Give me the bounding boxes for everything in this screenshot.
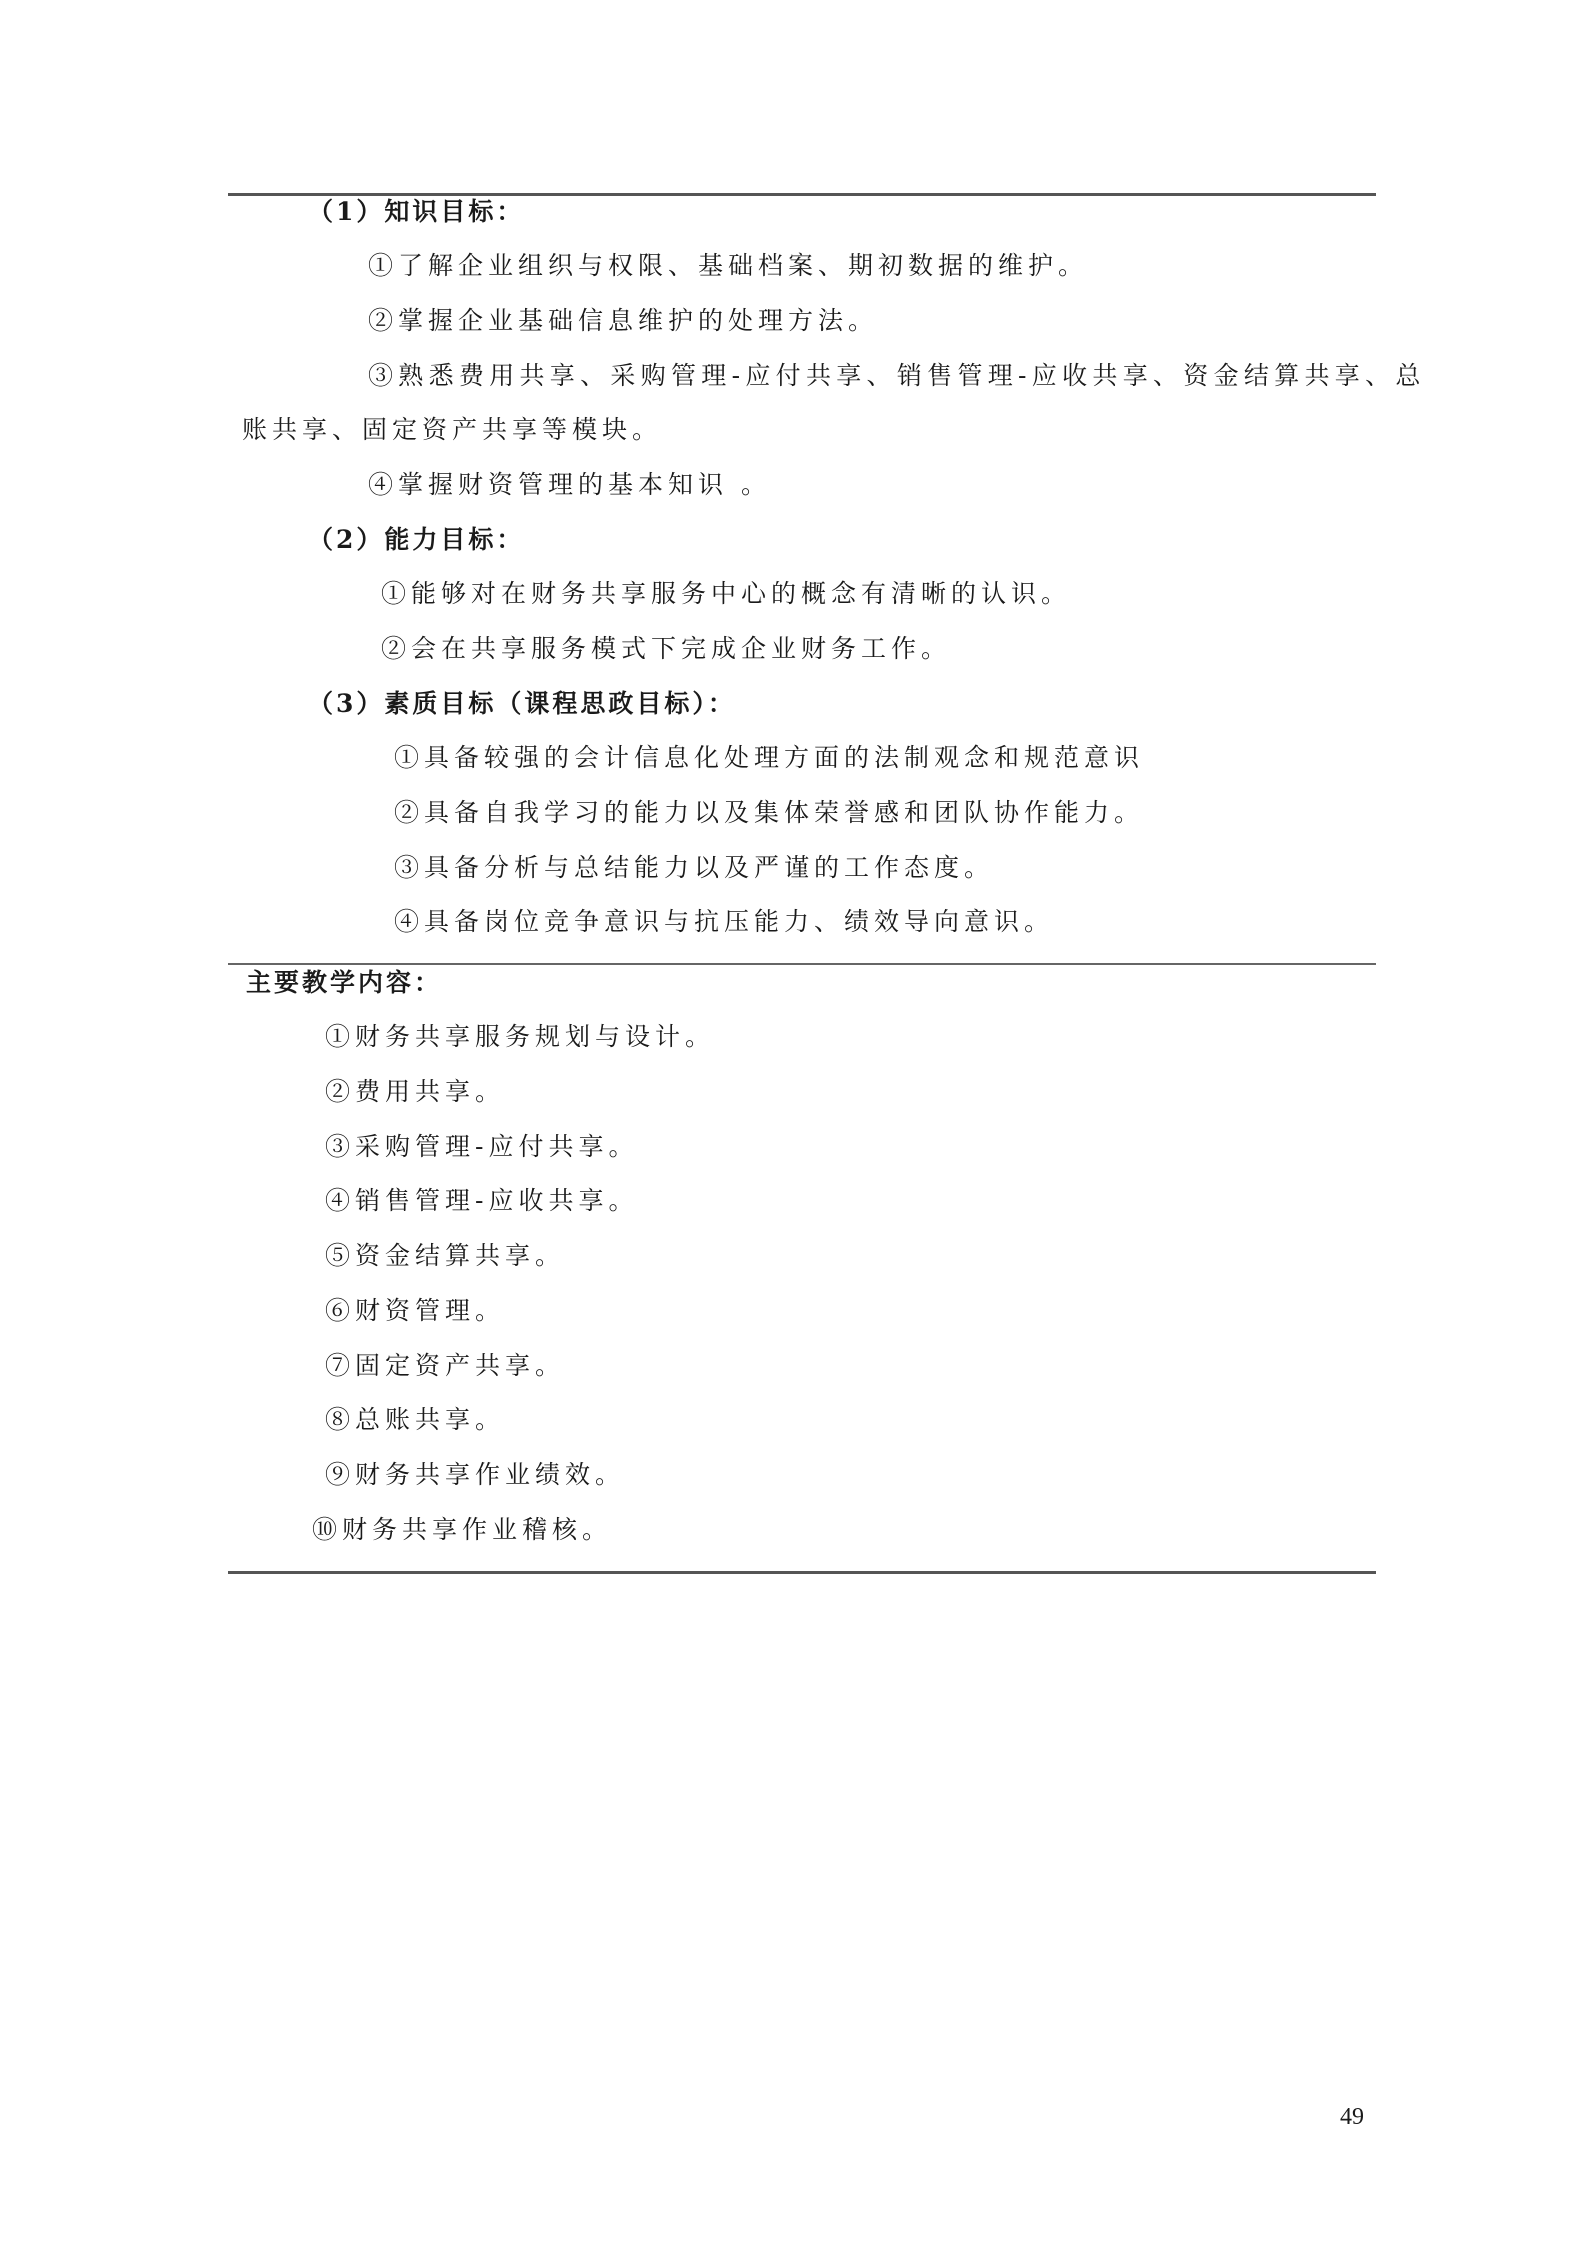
content-item-7: ⑦固定资产共享。 bbox=[325, 1351, 566, 1380]
content-item-10: ⑩财务共享作业稽核。 bbox=[312, 1515, 613, 1544]
quality-item-3: ③具备分析与总结能力以及严谨的工作态度。 bbox=[394, 853, 995, 882]
content-item-5: ⑤资金结算共享。 bbox=[325, 1241, 566, 1270]
knowledge-objectives-heading: （1）知识目标： bbox=[308, 197, 525, 226]
content-item-9: ⑨财务共享作业绩效。 bbox=[325, 1460, 626, 1489]
knowledge-item-3: ③熟悉费用共享、采购管理-应付共享、销售管理-应收共享、资金结算共享、总 bbox=[368, 361, 1426, 390]
course-table bbox=[228, 193, 1426, 1575]
quality-item-1: ①具备较强的会计信息化处理方面的法制观念和规范意识 bbox=[394, 743, 1145, 772]
knowledge-item-2: ②掌握企业基础信息维护的处理方法。 bbox=[368, 306, 879, 335]
knowledge-item-3-continued: 账共享、固定资产共享等模块。 bbox=[242, 415, 663, 444]
content-item-2: ②费用共享。 bbox=[325, 1077, 506, 1106]
content-item-8: ⑧总账共享。 bbox=[325, 1405, 506, 1434]
content-item-6: ⑥财资管理。 bbox=[325, 1296, 506, 1325]
content-item-3: ③采购管理-应付共享。 bbox=[325, 1132, 639, 1161]
ability-item-1: ①能够对在财务共享服务中心的概念有清晰的认识。 bbox=[381, 579, 1072, 608]
ability-objectives-heading: （2）能力目标： bbox=[308, 525, 525, 554]
page-number: 49 bbox=[1340, 2104, 1364, 2130]
knowledge-item-4: ④掌握财资管理的基本知识 。 bbox=[368, 470, 771, 499]
quality-objectives-heading: （3）素质目标（课程思政目标）： bbox=[308, 689, 736, 718]
section-divider bbox=[228, 963, 1376, 965]
ability-item-2: ②会在共享服务模式下完成企业财务工作。 bbox=[381, 634, 952, 663]
quality-item-4: ④具备岗位竞争意识与抗压能力、绩效导向意识。 bbox=[394, 907, 1055, 936]
main-content-heading: 主要教学内容： bbox=[246, 968, 443, 997]
content-item-4: ④销售管理-应收共享。 bbox=[325, 1186, 639, 1215]
content-item-1: ①财务共享服务规划与设计。 bbox=[325, 1022, 716, 1051]
knowledge-item-1: ①了解企业组织与权限、基础档案、期初数据的维护。 bbox=[368, 251, 1089, 280]
table-bottom-rule bbox=[228, 1571, 1376, 1574]
quality-item-2: ②具备自我学习的能力以及集体荣誉感和团队协作能力。 bbox=[394, 798, 1145, 827]
